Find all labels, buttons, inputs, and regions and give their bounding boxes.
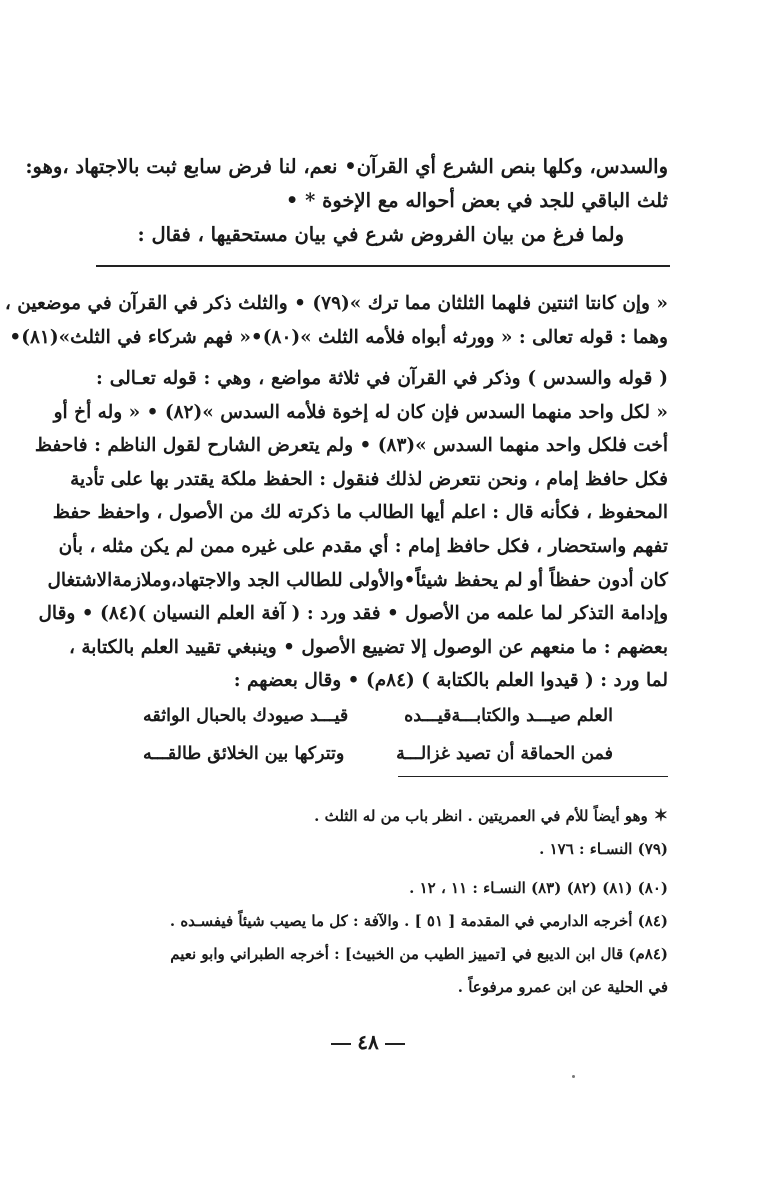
commentary-line: « وإن كانتا اثنتين فلهما الثلثان مما ترك »(٧٩) • والثلث ذكر في القرآن في موضعين ، (4, 293, 668, 314)
commentary-line: لما ورد : ( قيدوا العلم بالكتابة ) (٨٤م) • وقال بعضهم : (233, 670, 668, 692)
main-text-line: والسدس، وكلها بنص الشرع أي القرآن• نعم، لنا فرض سابع ثبت بالاجتهاد ،وهو: (25, 155, 668, 178)
verse-second-hemistich: وتتركها بين الخلائق طالقـــه (143, 744, 345, 764)
commentary-line: بعضهم : ما منعهم عن الوصول إلا تضييع الأصول • وينبغي تقييد العلم بالكتابة ، (68, 636, 668, 658)
commentary-line: فكل حافظ إمام ، ونحن نتعرض لذلك فنقول : الحفظ ملكة يقتدر بها على تأدية (70, 468, 668, 490)
main-text-line: ولما فرغ من بيان الفروض شرع في بيان مستحقيها ، فقال : (137, 223, 624, 246)
star-icon: ✶ (653, 806, 668, 826)
section-divider (96, 265, 670, 267)
footnote: (٨٠) (٨١) (٨٢) (٨٣) النسـاء : ١١ ، ١٢ . (409, 879, 668, 897)
verse (143, 697, 613, 735)
commentary-line: « لكل واحد منهما السدس فإن كان له إخوة فلأمه السدس »(٨٢) • « وله أخ أو (53, 401, 668, 423)
commentary-line: وإدامة التذكر لما علمه من الأصول • فقد ورد : ( آفة العلم النسيان )(٨٤) • وقال (38, 603, 668, 625)
commentary-paragraph (34, 362, 668, 698)
scan-speck (572, 1075, 575, 1078)
verse (143, 735, 613, 773)
verse-second-hemistich: قيـــد صيودك بالحبال الواثقه (143, 706, 349, 726)
footnote: في الحلية عن ابن عمرو مرفوعاً . (457, 978, 668, 996)
dash-right (331, 1043, 351, 1045)
main-text-line: ثلث الباقي للجد في بعض أحواله مع الإخوة * • (285, 189, 668, 212)
commentary-line: أخت فلكل واحد منهما السدس »(٨٣) • ولم يتعرض الشارح لقول الناظم : فاحفظ (34, 435, 668, 457)
footnote: (٨٤م) قال ابن الديبع في [تمييز الطيب من الخبيث] : أخرجه الطبراني وابو نعيم (170, 945, 668, 963)
footnote: (٧٩) النسـاء : ١٧٦ . (539, 840, 668, 858)
commentary-paragraph (4, 287, 668, 355)
commentary-line: ( قوله والسدس ) وذكر في القرآن في ثلاثة مواضع ، وهي : قوله تعـالى : (96, 368, 668, 389)
main-text (25, 150, 668, 252)
commentary-line: تفهم واستحضار ، فكل حافظ إمام : أي مقدم على غيره ممن لم يكن مثله ، بأن (58, 535, 668, 557)
verse-first-hemistich: فمن الحماقة أن تصيد غزالـــة (396, 744, 613, 764)
commentary-line: المحفوظ ، فكأنه قال : اعلم أيها الطالب ما ذكرته لك من الأصول ، واحفظ حفظ (52, 502, 668, 524)
footnote-divider (398, 776, 668, 777)
page-number-text: ٤٨ (357, 1030, 379, 1054)
footnote-text: وهو أيضاً للأم في العمريتين . انظر باب من له الثلث . (314, 807, 648, 825)
verse-first-hemistich: العلم صيـــد والكتابـــةقيـــده (404, 706, 613, 726)
dash-left (385, 1043, 405, 1045)
poem-verses (143, 697, 613, 773)
footnote: (٨٤) أخرجه الدارمي في المقدمة [ ٥١ ] . والآفة : كل ما يصيب شيئاً فيفسـده . (169, 912, 668, 930)
commentary-line: كان أدون حفظاً أو لم يحفظ شيئاً•والأولى للطالب الجد والاجتهاد،وملازمةالاشتغال (47, 569, 668, 591)
footnotes (96, 800, 668, 1004)
page-number (0, 1030, 736, 1054)
commentary-line: وهما : قوله تعالى : « وورثه أبواه فلأمه الثلث »(٨٠)•« فهم شركاء في الثلث»(٨١)• (9, 327, 668, 348)
footnote (96, 800, 668, 833)
